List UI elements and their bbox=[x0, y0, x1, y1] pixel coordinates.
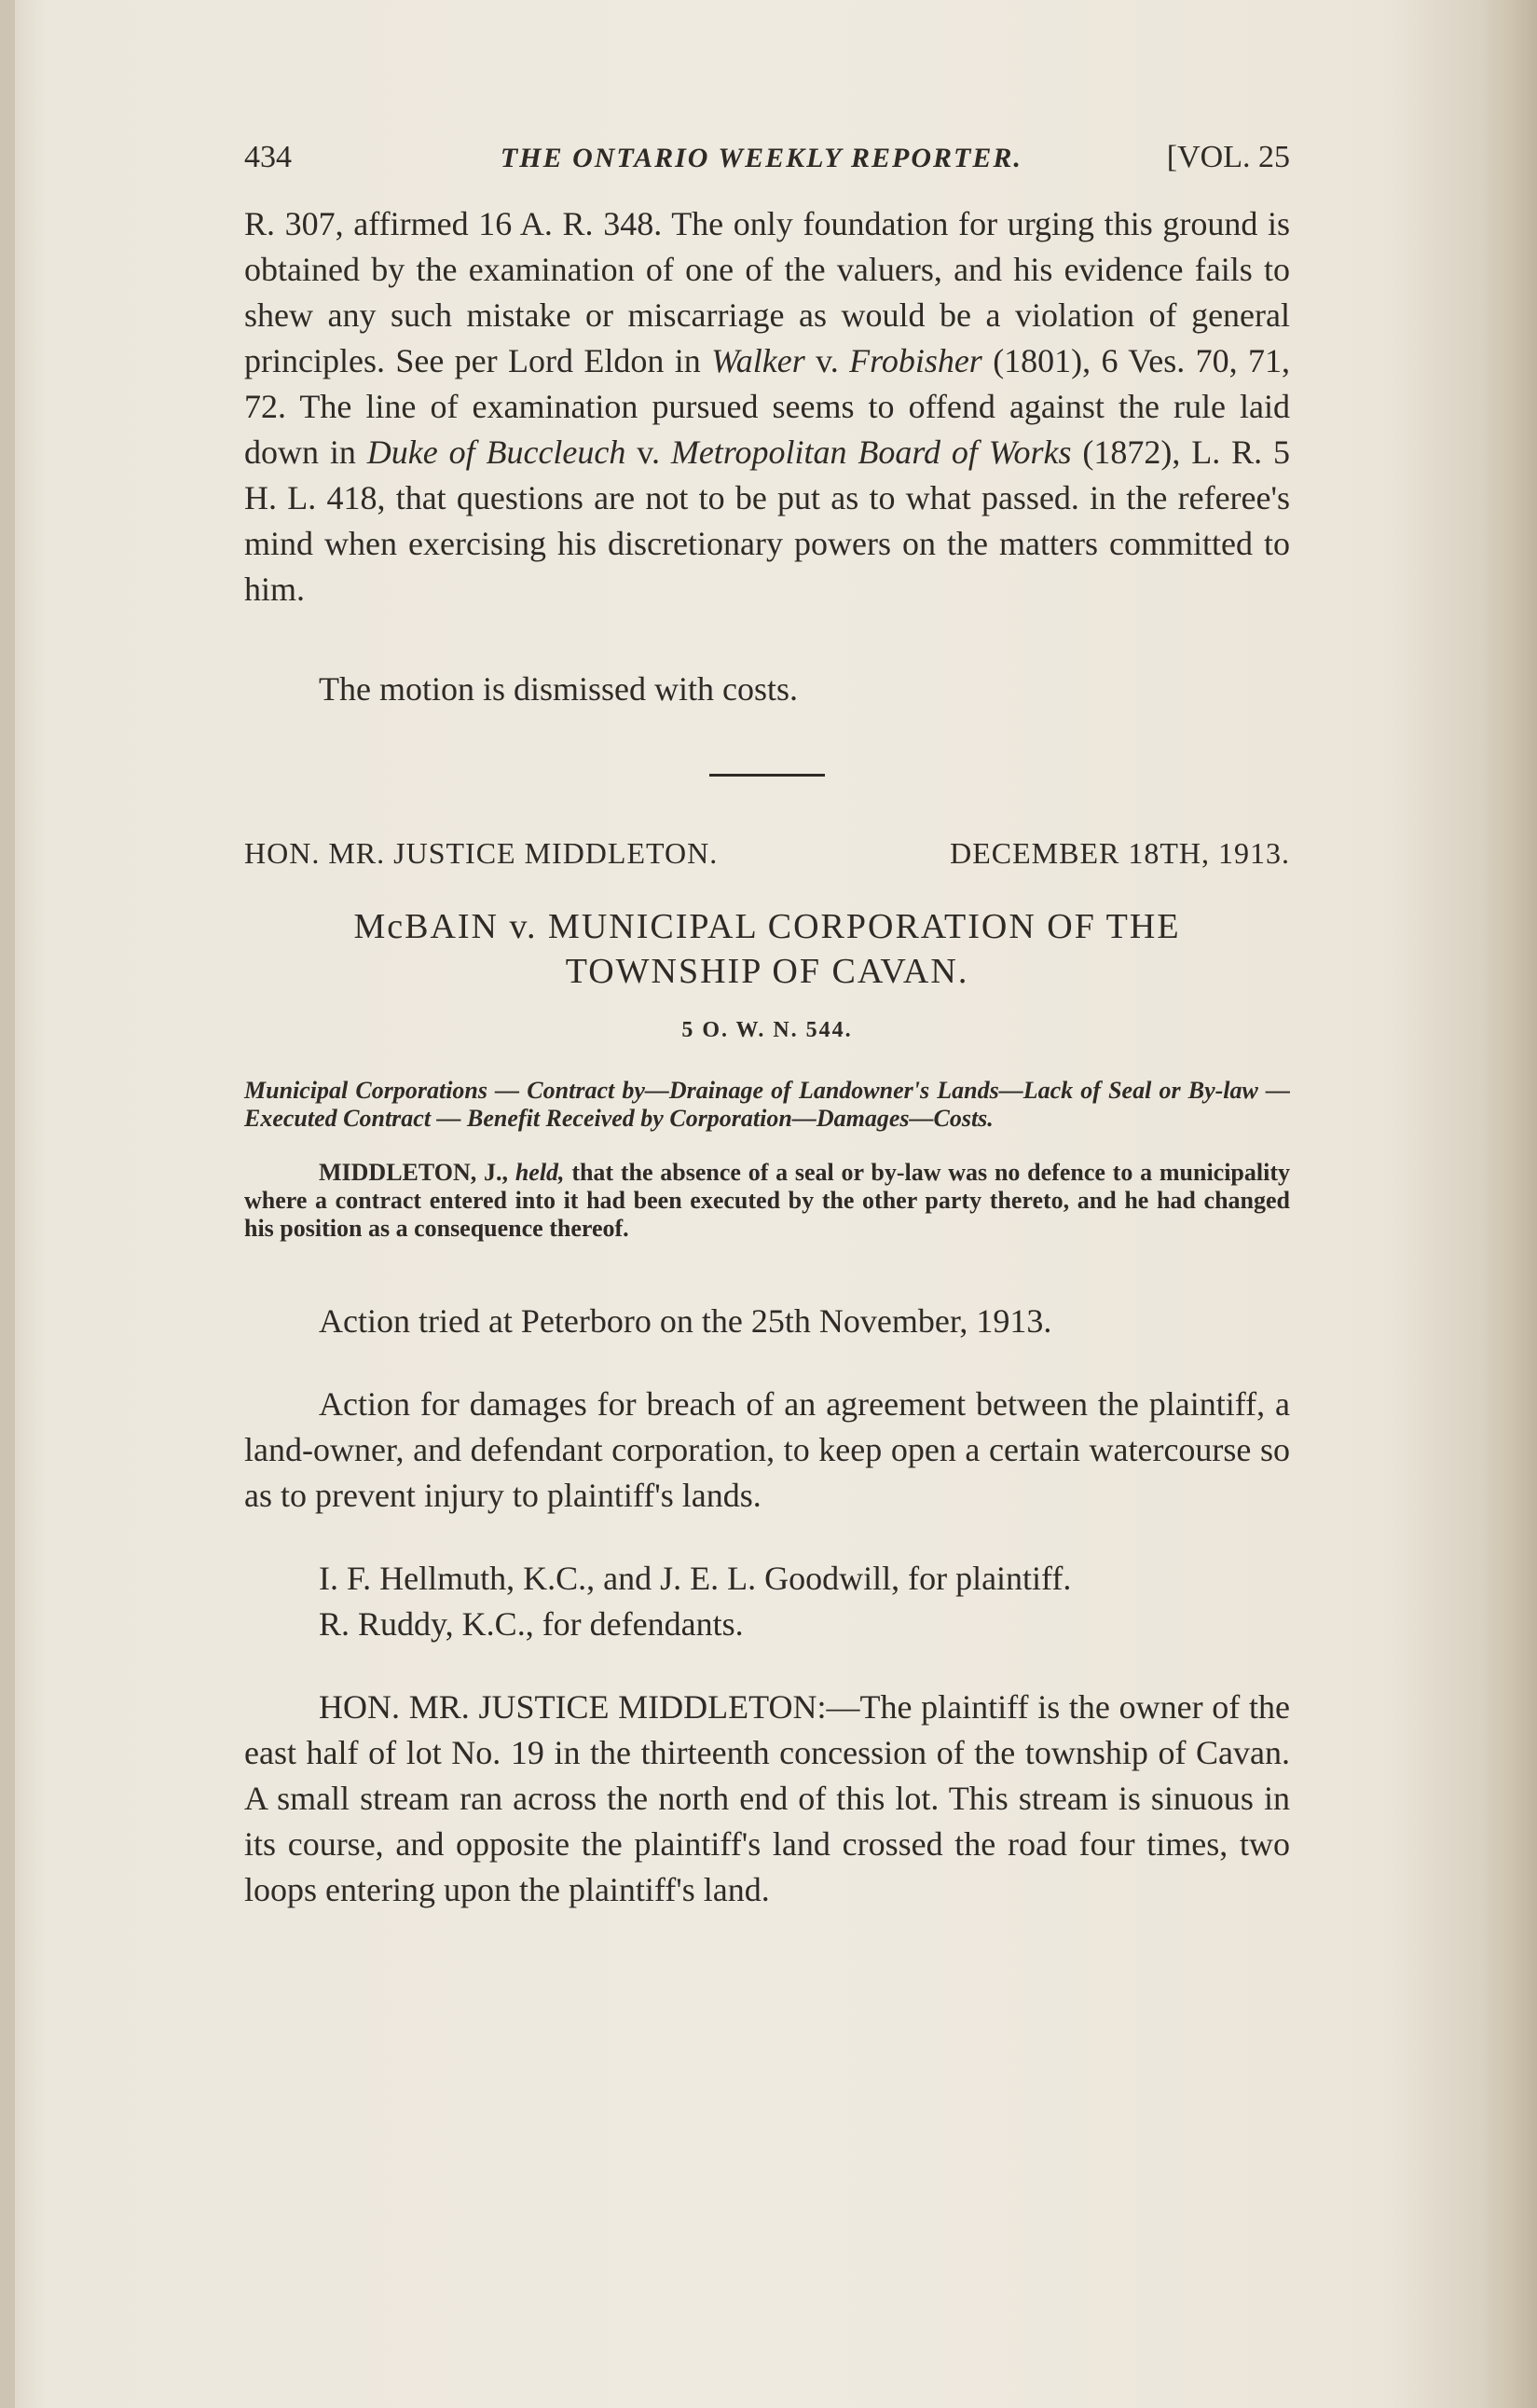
case-name-walker: Walker bbox=[711, 342, 805, 379]
judge-name: HON. MR. JUSTICE MIDDLETON. bbox=[244, 836, 719, 870]
case-title-line-2: TOWNSHIP OF CAVAN. bbox=[565, 952, 969, 991]
counsel-plaintiff: I. F. Hellmuth, K.C., and J. E. L. Goodwill, for plaintiff. bbox=[319, 1560, 1072, 1597]
trial-info: Action tried at Peterboro on the 25th November, 1913. bbox=[319, 1302, 1052, 1340]
headnote-held: held, bbox=[508, 1159, 565, 1186]
judgment-judge: HON. MR. JUSTICE MIDDLETON bbox=[319, 1688, 817, 1726]
case-name-buccleuch: Duke of Buccleuch bbox=[366, 433, 626, 471]
para1-text-2: (1801), 6 Ves. 70, 71, 72. The line of examination pursued seems to offend against the rule laid down in bbox=[244, 342, 1290, 471]
para1-v1: v. bbox=[804, 342, 850, 379]
para1-text-1: R. 307, affirmed 16 A. R. 348. The only foundation for urging this ground is obtained by the examination of one of the valuers, and his evidence fails to shew any such mistake or miscarriage as would be a violation of general principles. See per Lord Eldon in bbox=[244, 205, 1290, 379]
page-number: 434 bbox=[244, 140, 292, 174]
catchwords: Municipal Corporations — Contract by—Drainage of Landowner's Lands—Lack of Seal or By-law — Executed Contract — Benefit Received by Corporation—Damages—Costs. bbox=[244, 1077, 1290, 1132]
case-name-metropolitan: Metropolitan Board of Works bbox=[670, 433, 1072, 471]
running-header bbox=[244, 140, 1290, 175]
page-left-edge bbox=[0, 0, 15, 2408]
decision-date: DECEMBER 18TH, 1913. bbox=[950, 836, 1290, 870]
section-divider bbox=[709, 774, 825, 777]
volume-label: [VOL. 25 bbox=[1166, 140, 1290, 174]
running-title: THE ONTARIO WEEKLY REPORTER. bbox=[500, 143, 1022, 173]
page-content bbox=[244, 140, 1290, 1913]
headnote-text: that the absence of a seal or by-law was no defence to a municipality where a contract entered into it had been executed by the other party thereto, and he had changed his position as a consequence thereof. bbox=[244, 1159, 1290, 1242]
judgment-text: :—The plaintiff is the owner of the east half of lot No. 19 in the thirteenth concession of the township of Cavan. A small stream ran across the north end of this lot. This stream is sinuous in its course, and opposite the plaintiff's land crossed the road four times, two loops entering upon the plaintiff's land. bbox=[244, 1688, 1290, 1908]
para1-text-3: (1872), L. R. 5 H. L. 418, that questions are not to be put as to what passed. in the referee's mind when exercising his discretionary powers on the matters committed to him. bbox=[244, 433, 1291, 608]
counsel-defendants: R. Ruddy, K.C., for defendants. bbox=[319, 1605, 744, 1643]
action-description: Action for damages for breach of an agreement between the plaintiff, a land-owner, and defendant corporation, to keep open a certain watercourse so as to prevent injury to plaintiff's lands. bbox=[244, 1385, 1290, 1514]
case-name-frobisher: Frobisher bbox=[849, 342, 982, 379]
citation: 5 O. W. N. 544. bbox=[681, 1018, 853, 1042]
judge-date-line bbox=[244, 836, 1290, 871]
headnote-judge: MIDDLETON, J., bbox=[319, 1159, 509, 1186]
paragraph-continued bbox=[244, 201, 1290, 612]
motion-result: The motion is dismissed with costs. bbox=[319, 670, 799, 708]
para1-v2: v. bbox=[625, 433, 671, 471]
page-right-edge bbox=[1481, 0, 1537, 2408]
judgment-paragraph bbox=[244, 1685, 1290, 1913]
case-title-line-1: McBAIN v. MUNICIPAL CORPORATION OF THE bbox=[353, 907, 1181, 946]
headnote bbox=[244, 1159, 1290, 1243]
case-title bbox=[244, 904, 1290, 994]
